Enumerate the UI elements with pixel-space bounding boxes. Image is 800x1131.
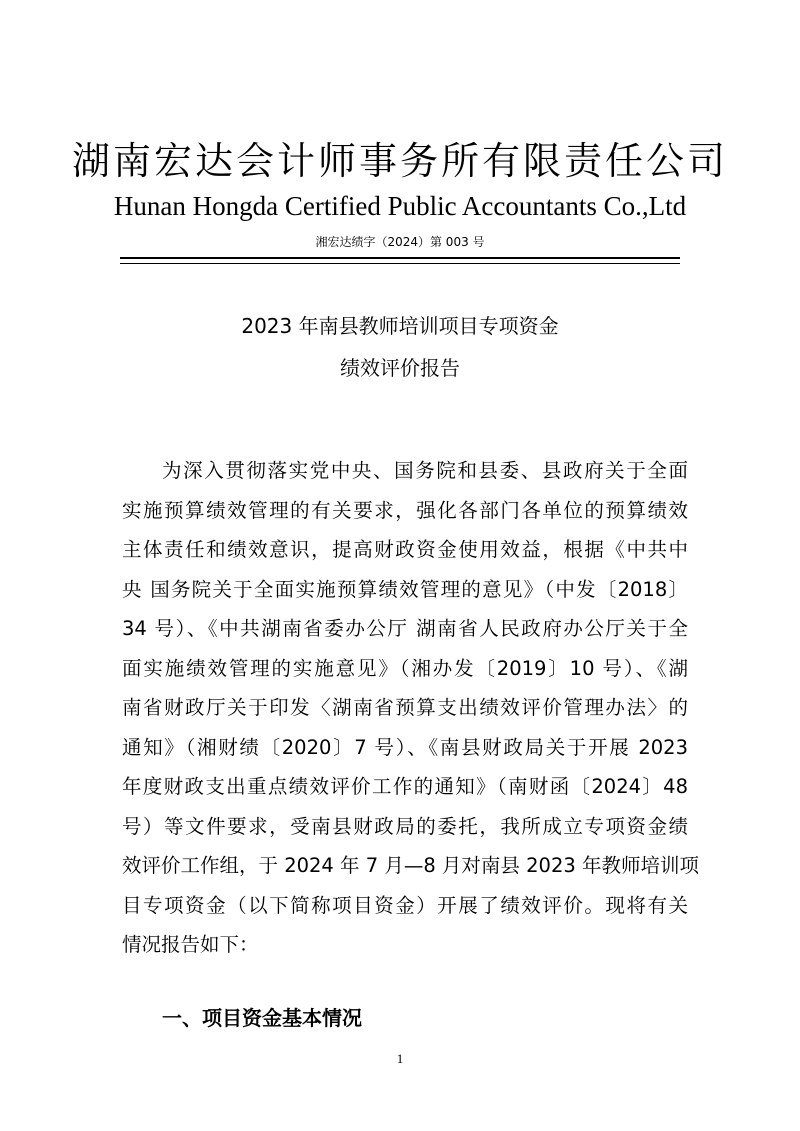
body-line: 通知》（湘财绩〔2020〕7 号）、《南县财政局关于开展 2023: [122, 735, 688, 759]
body-line: 南省财政厅关于印发〈湖南省预算支出绩效评价管理办法〉的: [122, 696, 688, 719]
body-line: 34 号）、《中共湖南省委办公厅 湖南省人民政府办公厅关于全: [122, 617, 688, 640]
firm-name-chinese: 湖南宏达会计师事务所有限责任公司: [71, 139, 728, 183]
report-title-line-2: 绩效评价报告: [340, 356, 460, 380]
body-line: 号）等文件要求，受南县财政局的委托，我所成立专项资金绩: [122, 814, 688, 838]
body-line: 实施预算绩效管理的有关要求，强化各部门各单位的预算绩效: [122, 498, 688, 522]
header-divider-thin: [120, 263, 680, 264]
section-heading: 一、项目资金基本情况: [162, 1006, 362, 1030]
document-number: 湘宏达绩字（2024）第 003 号: [315, 235, 485, 249]
body-paragraph: [122, 451, 699, 965]
body-line: 央 国务院关于全面实施预算绩效管理的意见》（中发〔2018〕: [122, 577, 688, 601]
body-line: 年度财政支出重点绩效评价工作的通知》（南财函〔2024〕48: [122, 775, 688, 798]
report-title-line-1: 2023 年南县教师培训项目专项资金: [241, 314, 559, 338]
body-line: 面实施绩效管理的实施意见》（湘办发〔2019〕10 号）、《湖: [122, 656, 688, 680]
body-line: 目专项资金（以下简称项目资金）开展了绩效评价。现将有关: [122, 893, 688, 917]
page-number: 1: [396, 1051, 404, 1066]
header-divider-thick: [120, 257, 680, 259]
body-line: 主体责任和绩效意识，提高财政资金使用效益，根据《中共中: [122, 538, 688, 561]
firm-name-english: Hunan Hongda Certified Public Accountants Co.,Ltd: [113, 191, 687, 221]
body-line: 情况报告如下：: [122, 933, 259, 956]
body-line: 效评价工作组，于 2024 年 7 月—8 月对南县 2023 年教师培训项: [122, 854, 699, 877]
body-line: 为深入贯彻落实党中央、国务院和县委、县政府关于全面: [162, 459, 688, 482]
